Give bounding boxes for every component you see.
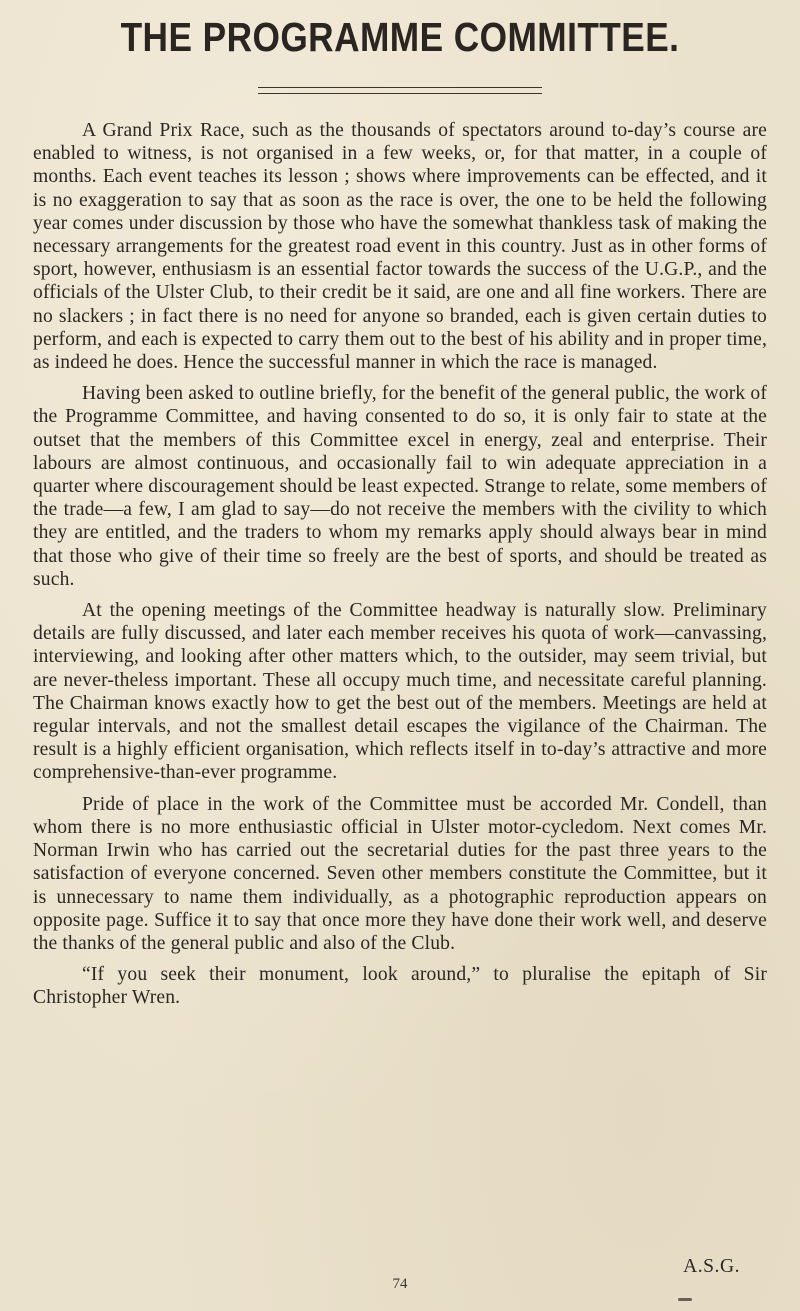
paragraph: Having been asked to outline briefly, for the benefit of the general public, the work of the Programme Committee, and having consented to do so, it is only fair to state at the outset that the members of this Committee excel in energy, zeal and enterprise. Their labours are almost continuous, and occasionally fail to win adequate appreciation in a quarter where discouragement should be least expected. Strange to relate, some members of the trade—a few, I am glad to say—do not receive the members with the civility to which they are entitled, and the traders to whom my remarks apply should always bear in mind that those who give of their time so freely are the best of sports, and should be treated as such. (33, 383, 767, 590)
author-signature: A.S.G. (683, 1256, 740, 1277)
paragraph: At the opening meetings of the Committee headway is naturally slow. Preliminary details are fully discussed, and later each member receives his quota of work—canvassing, interviewing, and looking after other matters which, to the outsider, may seem trivial, but are never-theless important. These all occupy much time, and necessitate careful planning. The Chairman knows exactly how to get the best out of the members. Meetings are held at regular intervals, and not the smallest detail escapes the vigilance of the Chairman. The result is a highly efficient organisation, which reflects itself in to-day’s attractive and more comprehensive-than-ever programme. (33, 600, 767, 784)
page-number: 74 (392, 1276, 408, 1292)
ink-smudge (678, 1298, 692, 1301)
title-rule-bottom (258, 93, 542, 94)
page-title: THE PROGRAMME COMMITTEE. (120, 14, 680, 60)
article-body (33, 119, 767, 1010)
paragraph: Pride of place in the work of the Committee must be accorded Mr. Condell, than whom there is no more enthusiastic official in Ulster motor-cycledom. Next comes Mr. Norman Irwin who has carried out the secretarial duties for the past three years to the satisfaction of everyone concerned. Seven other members constitute the Committee, but it is unnecessary to name them individually, as a photographic reproduction appears on opposite page. Suffice it to say that once more they have done their work well, and deserve the thanks of the general public and also of the Club. (33, 793, 767, 954)
closing-quote: “If you seek their monument, look around,” to pluralise the epitaph of Sir Christopher Wren. (33, 964, 767, 1009)
title-rule-top (258, 87, 542, 88)
paragraph: A Grand Prix Race, such as the thousands of spectators around to-day’s course are enabled to witness, is not organised in a few weeks, or, for that matter, in a couple of months. Each event teaches its lesson ; shows where improvements can be effected, and it is no exaggeration to say that as soon as the race is over, the one to be held the following year comes under discussion by those who have the somewhat thankless task of making the necessary arrangements for the greatest road event in this country. Just as in other forms of sport, however, enthusiasm is an essential factor towards the success of the U.G.P., and the officials of the Ulster Club, to their credit be it said, are one and all fine workers. There are no slackers ; in fact there is no need for anyone so branded, each is given certain duties to perform, and each is expected to carry them out to the best of his ability and in proper time, as indeed he does. Hence the successful manner in which the race is managed. (33, 120, 767, 374)
